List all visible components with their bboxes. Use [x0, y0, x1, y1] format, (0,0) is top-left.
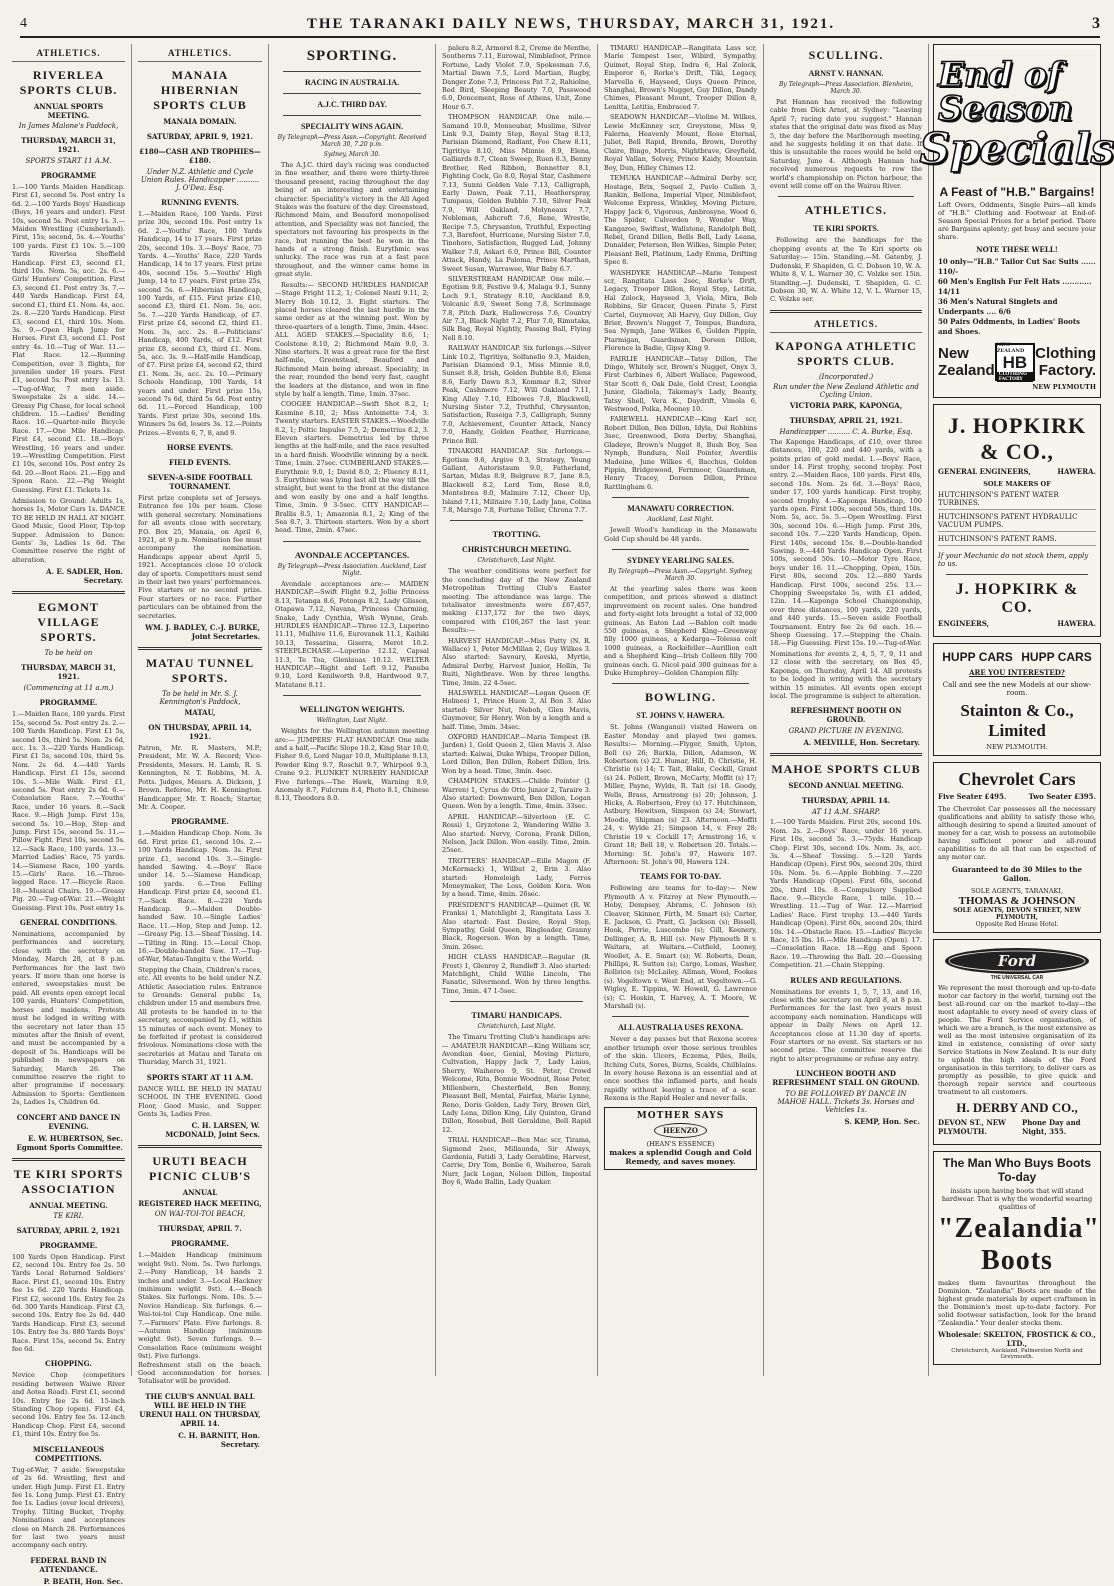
club-subtitle-2: REGISTERED HACK MEETING, — [138, 1199, 262, 1209]
club-subtitle: ANNUAL MEETING. — [29, 1200, 108, 1210]
paragraph: FAREWELL HANDICAP.—King Karl scr, Robert Dillon, Ben Dillon, Idyla, Del Robbins 3sec, Greenwood, Dora Derby, Shanghai, Gladeye, Brown's Nugget 8, Bush Boy, Sea Nymph, Bundura, Neil Pointer, Averdiis Madeine, June Wilkes 6, Bacchus, Golden Pippin, Bridgewood, Fernmoor, Guardsman, Henry Tracey, Doreen Dillon, Prince Rattlingham 6. — [604, 415, 757, 491]
signature: S. KEMP, Hon. Sec. — [844, 1117, 920, 1127]
club-date: THURSDAY, APRIL 21, 1921. — [789, 415, 903, 425]
club-venue: MANAIA DOMAIN. — [163, 117, 237, 126]
club-title-matau: MATAU TUNNEL SPORTS. — [145, 656, 255, 686]
signature: C. H. LARSEN, W. MCDONALD, Joint Secs. — [165, 1121, 260, 1140]
rules-text: Nominations for events 1, 5, 7, 13, and 16, close with the secretary on April 8, at 8 p.m. Performances for the last two years must accompany each nomination. Handicaps will appear in Daily News on April 12. Acceptances close at 11.30 day of sports. Four starters or no event. Six starters or no second prize. The committee reserve the right to alter programme or refuse any entry. — [770, 987, 922, 1063]
bargain-item: 36 Men's Natural Singlets and Underpants .... 6/6 — [938, 297, 1058, 316]
paragraph: TRIAL HANDICAP.—Ben Mac scr, Tirama, Sigmond 2sec, Millaunda, Sir Always, Gardenia, Fatidi 3, Lady Geraldine, Harvest, Carrie, Dry Tom, Bonlie 6, Waiheroo, Sarah Nurr, Jack Logan, Nelson Dillon, Impostal Boy 6, Wade Ballin, Lady Quaker. — [442, 1136, 591, 1187]
divider — [12, 591, 125, 594]
ford-tagline: THE UNIVERSAL CAR — [990, 975, 1044, 981]
divider — [612, 549, 749, 550]
advert-heading: A Feast of "H.B." Bargains! — [939, 185, 1095, 199]
programme-text: 1.—Maiden Handicap (minimum weight 9st). Nom. 5s. Two furlongs. 2.—Pony Handicap, 14 hands 2 inches and under. 3.—Local Hackney (minimum weight 9st). 4.—Beach Stakes. Six furlongs. Nom. 10s. 5.—Novice Handicap. Six furlongs. 6.—Wai-toi-toi Cup Handicap. One mile. 7.—Farmers' Plate. Five furlongs. 8.—Autumn Handicap (minimum weight 9st). Seven furlongs. 9.—Consolation Race (minimum weight 9st). Five furlongs. — [138, 1251, 262, 1361]
dealer-name: THOMAS & JOHNSON — [958, 895, 1076, 907]
divider — [283, 541, 421, 542]
club-title-mahoe: MAHOE SPORTS CLUB — [771, 762, 921, 777]
band-note: FEDERAL BAND IN ATTENDANCE. — [30, 1555, 107, 1574]
signature: P. BEATH, Hon. Sec. — [43, 1576, 123, 1586]
divider — [612, 497, 749, 498]
divider — [283, 115, 421, 116]
divider — [770, 753, 922, 756]
club-title-riverlea: RIVERLEA SPORTS CLUB. — [19, 68, 118, 97]
product-line: HUTCHINSON'S PATENT HYDRAULIC VACUUM PUMPS. — [938, 513, 1096, 532]
word-clothing: Clothing — [1035, 345, 1096, 362]
programme-heading: PROGRAMME. — [39, 1240, 98, 1250]
price-five-seater: Five Seater £495. — [938, 792, 1007, 801]
banner-line-2: Specials — [919, 124, 1114, 173]
article-heading-bowling: BOWLING. — [644, 690, 716, 705]
paragraph: HALSWELL HANDICAP.—Logan Queen (F. Holmes) 1, Prince Huon 2, Al Bon 3. Also started: Silver Nut, Neboh, Glen Mavis, Guymover, Sir Henry. Won by a length and a half. Time, 3min. 34sec. — [442, 689, 591, 731]
club-date: SATURDAY, APRIL 2, 1921 — [16, 1225, 121, 1235]
club-subtitle: ANNUAL — [182, 1188, 218, 1198]
divider — [138, 647, 262, 650]
advert-heading: The Man Who Buys Boots To-day — [943, 1156, 1091, 1184]
club-subtitle: ANNUAL SPORTS MEETING. — [33, 102, 104, 120]
paragraph: OXFORD HANDICAP.—Maria Tempest (B. Jarden) 1, Gold Queen 2, Glen Mavis 3. Also started: Kaiwai, Duke Whips, Trooper Dillon, Lord Dillon, Ben Dillon, Robert Dillon, Iris. Won by a head. Time, 3min. 4sec. — [442, 733, 591, 775]
section-heading: ATHLETICS. — [770, 319, 922, 333]
telegraph-credit: Auckland, Last Night. — [647, 516, 714, 524]
paragraph: Following are the handicaps for the chopping events at the Te Kiri sports on Saturday:— 15in. Standing.—M. Gatenby, J. Dudenski, F. Shapiden, G. C. Dobson 10, W. A. White 8, V. L. Warner 30, C. Volzke ser. 15in. Standing.—J. Dudenski, T. Shapiden, G. C. Dobson 30, W. A. White 12, V. L. Warner 15, C. Volzke ser. — [770, 236, 922, 304]
newspaper-title: THE TARANAKI DAILY NEWS, THURSDAY, MARCH 31, 1921. — [306, 15, 836, 32]
club-title-manaia: MANAIA HIBERNIAN SPORTS CLUB — [153, 68, 247, 112]
field-heading: FIELD EVENTS. — [169, 457, 231, 467]
column-5 — [598, 44, 764, 1376]
paragraph: St. Johns (Wanganui) visited Hawera on Easter Monday and played two games. Results:— Morning.—Flyger, Smith, Upton, Bell (s) 26; Barkla, Dillon, Adamson, W. Robertson (s) 22. Humar, Hill, D. Christie, H. Christie (s) 14; T. Tait, Blake, Cockill, Grant (s) 24. Pollett, Brown, McCarty, Moffit (s) 17; Miller, Payne, Wylds, R. Tait (s) 18. Goody, Wells, Brass, Armstrong (s) 20; Johnson, J. Hicks, A. Robertson, Frey (s) 17. Hutchinson, Astbury, Hewitson, Simpson (s) 24; Stewart, Moodie, Shipman (s) 23. Afternoon.—Moffit 24, v. Wylde 21; Simpson 14, v. Frey 28; Christie 19 v. Cockill 17; Armstrong 16, v. Grant 18; Bell 18, v. Robertson 20. Totals.—Morning: St. John's 97, Hawera 107. Afternoon: St. John's 90, Hawera 124. — [604, 723, 757, 866]
divider — [283, 695, 421, 696]
article-heading-athletics: ATHLETICS. — [804, 203, 888, 218]
paragraph: Pat Hannan has received the following cable from Dick Arnst, at Sydney: "Leaving April 7; racing date you suggest." Hannan states that the original date was fixed as May 5, the day before the Marlborough meeting, and he suggests holding it on that date. If this is unsuitable the races would be held on Saturday, June 4. Although Hannan has received numerous requests to row the world's championship on Picton harbour, the event will come off on the Wairau River. — [770, 98, 922, 191]
article-text — [770, 98, 922, 190]
divider — [138, 1145, 262, 1148]
guarantee: Guaranteed to do 30 Miles to the Gallon. — [952, 865, 1082, 883]
price-two-seater: Two Seater £395. — [1028, 792, 1096, 801]
club-rules: Under N.Z. Athletic and Cycle Union Rules. Handicapper .......... J. O'Dea, Esq. — [140, 168, 260, 192]
bargain-item: 10 only—"H.B." Tailor Cut Sac Suits ...... 110/- — [938, 257, 1096, 276]
paragraph: The Timaru Trotting Club's handicaps are:— AMATEUR HANDICAP.—King William scr, Avondian 4sec, Genial, Moving Picture, Cultvation, Happy Jack 7, Lady Laius, Sherry, Waiheroo 9, St. Peter, Crowd Welcome, Rita, Bonnie Woodnut, Rose Peter, Millenbern, Chesterfield, Ben Bonny, Pleasant Bell, Mental, Fairfax, Marie Lynne, Reno, Doris Golden, Lady Tory, Brown Girl, Lady Lena, Dillon King, Lily Quinton, Grand Dillon, Rosebud, Bell Geraldine, Bell Rapid 12. — [442, 1033, 591, 1134]
paragraph: APRIL HANDICAP.—Silverloon (E. C. Rossi) 1, Gryzotone 2, Wandering Willie 3. Also started: Nervy, Corona, Frank Dillon, Nelson, Jack Dillon. Won easily. Time, 2min. 25sec. — [442, 812, 591, 855]
masthead-left-mark: 4 — [20, 16, 27, 31]
paragraph: THOMPSON HANDICAP. One mile.—Samand 10.0, Monsoubar, Muslime, Silver Link 9.3, Dainty Step, Royal Stag 8.13, Parisian Diamond, Radiant, Foo Chew 8.11, Tigritiya 8.10, Miss Minnie 8.9, Elena, Galliards 8.7, Clean Sweep, Ruen 8.3, Benny Brother, Red Ribbon, Bonnetter 8.1, Fighting Cock, Go 8.0, Royal Star, Cashmere 7.13, Sunni Golden Vale 7.13, Calligraph, Early Dawn, Peak 7.11, Heatherspray, Tumpaus, Golden Bubble 7.10, Silver Peak 7.9, Will Oakland, Molyneaux 7.7, Nobleman, Ashcroft 7.6, Rene, Wrestle, Recipe 7.5, Chrysanton, Truthful, Expecting 7.3, Barefoot, Hurricane, Nursing Sister 7.0, Tinohoro, Satisfaction, Rugged Lad, Johnny Walker 7.0, Askari 6.0, Prince Bill, Counter Attack, Handy, La Paloma, Prince Marthan, Sweet Susan, Warrawee, War Baby 6.7. — [442, 113, 591, 273]
section-heading: ATHLETICS. — [12, 48, 125, 62]
paragraph: The A.J.C. third day's racing was conducted in fine weather, and there were thirty-three thousand present, racing throughout the day being of an interesting and entertaining character. Speciality's victory in the All Aged Stakes was the feature of the day. Greenstead, Richmond Main, and Beauford monopolised attention, and Speciality was not fancied, the spectators not favouring his prospects in the race, but running the best he won in the hands of a strong finish. Eurythmic was unlucky. The race was run at a fast pace throughout, and the winner came home in great style. — [275, 161, 429, 279]
divider — [283, 93, 421, 94]
telegraph-credit: By Telegraph—Press Association. Auckland, Last Night. — [277, 562, 427, 577]
notice-text: Admission to Ground: Adults 1s, horses 1s, Motor Cars 1s. DANCE TO BE HELD IN HALL AT NIGHT. Good Music, Good Floor, Tip-top Supper. Admission to Dance: Gents' 3s, Ladies 1s 6d. The Committee reserve the right of alteration. — [12, 497, 125, 564]
firm-town: HAWERA. — [1057, 467, 1096, 476]
divider — [612, 1016, 749, 1017]
dealer-name: H. DERBY AND CO., — [956, 1100, 1078, 1115]
column-1 — [6, 44, 132, 1586]
article-heading-sculling: SCULLING. — [808, 48, 884, 62]
paragraph: Jewell Wood's handicap in the Manawatu Gold Cup should be 48 yards. — [604, 526, 757, 543]
rules-text: Nominations for events 2, 4, 5, 7, 9, 11 and 12 close with the secretary, on Box 45, Kaponga, on Thursday, April 14. All protests to be lodged in writing with the secretary within 15 minutes. All events open except local. The programme is subject to alteration. — [770, 649, 922, 700]
firm-town: HAWERA. — [1057, 619, 1096, 628]
logo-text-top: NEW ZEALAND — [996, 342, 1025, 354]
paragraph: TEMUKA HANDICAP.—Admiral Derby scr, Hostage, Brix, Sequel 2, Pavlo Cullen 3, Rankin, Bellona, Imperial Viper, Nimblefoot, Welcome Express, Winkley, Moving Picture, Happy Jack 6, Vigorous, Ambrosyne, Wood 6, The Spider, Culverden 9, Wonder Way, Kangaroo, Swiftest, Wallstone, Randolph Bell, Rebel, Grand Dillon, Bells Bell, Lady Leana, Dunalder, Peterson, Ben Wilkes, Simple Peter, Pleasant Bell, Platinum, Lady Emma, Drifting Spec 8. — [604, 174, 757, 267]
column-3 — [269, 44, 436, 1376]
paragraph: TIMARU HANDICAP.—Rangitata Lass scr, Marie Tempest 1sec, Wibird, Sympathy, Quimet, Royal Step, Indra 6, Hal Zolock, Emperor 6, Rorke's Drift, Tiki, Legacy, Marvella 6, Hayseed, Guys Queen Prince, Shanghai, Brown's Nugget, Guy Dillon, Dandy Chimes, Pleasant Mount, Trooper Dillon 8, Lenitta, Letitia, Embraced 7. — [604, 44, 757, 111]
logo-text-hb: HB — [1002, 353, 1028, 372]
divider — [450, 1001, 583, 1002]
page-number: 3 — [1092, 15, 1100, 32]
advert-title: MOTHER SAYS — [636, 1110, 725, 1121]
divider — [946, 574, 1088, 575]
advert-text: makes a splendid Cough and Cold Remedy, and saves money. — [609, 1147, 752, 1166]
article-heading: SYDNEY YEARLING SALES. — [627, 555, 734, 565]
logo-text-bottom: CLOTHING FACTORY — [997, 372, 1033, 382]
programme-text: 1.—Maiden Race, 100 yards. First 15s, second 5s. Post entry 2s. 2.—100 Yards Handicap. First £1 5s, second 10s, third 5s. Nom. 2s 6d, acc. 1s. 3.—220 Yards Handicap. First £1 5s, second 10s, third 5s. Nom. 2s 6d. 4.—440 Yards Handicap. First £1 15s, second 10s. 5.—Mile Walk. First £1, second 5s. Post entry 2s 6d. 6.—Consolation Race. 7.—Youths' Race, under 16 years. 8.—Sack Race. 9.—High Jump. First 15s, second 5s. 10.—Hop, Step and Jump. First 15s, second 5s. 11.—Pillow Fight. First 10s, second 5s. 12.—Sack Race, 100 yards. 13.—Married Ladies' Race, 75 yards. 14.—Siamese Race, 100 yards. 15.—Girls' Race. 16.—Three-legged Race. 17.—Bicycle Race. 18.—Musical Chairs. 19.—Greasy Pig. 20.—Tug-of-War. 21.—Weight Guessing. First 10s. Post entry 1s. — [12, 710, 125, 912]
article-text — [604, 1035, 757, 1102]
club-date: SATURDAY, APRIL 9, 1921. — [146, 132, 254, 141]
club-date: THURSDAY, APRIL 7. — [158, 1224, 242, 1234]
article-text — [604, 44, 757, 491]
club-subtitle: To be held in Mr. S. J. Kennington's Paddock, — [159, 690, 241, 707]
paragraph: RAILWAY HANDICAP. Six furlongs.—Silver Link 10.2, Tigritiya, Solfanello 9.3, Maiden, Parisian Diamond 9.1, Miss Minnie 8.0, Sunset 8.8, Irish, Golden Bubble 8.6, Elena 8.6, Early Dawn 8.3, Kommar 8.2, Silver Peak, Cashmere 7.12, Will Oakland 7.11, King Alley 7.10, Elbowes 7.8, Blackwell, Nursing Sister 7.2, Truthful, Chrysanton, Satisfaction, Ruseiga 7.3, Calligraph, Sunny 7.0, Achievement, Counter Attack, Nancy 7.0, Handy, Golden Feather, Hurricane, Prince Bill. — [442, 344, 591, 445]
signature: A. E. SADLER, Hon. Secretary. — [46, 567, 123, 586]
article-heading: TEAMS FOR TO-DAY. — [639, 872, 722, 882]
evening-note: GRAND PICTURE IN EVENING. — [788, 727, 904, 736]
zealandia-boots-advert — [933, 1151, 1101, 1365]
paragraph: Results:— SECOND HURDLES HANDICAP.—Stage Fright 11.2, 1; Colonel Nesti 9.11, 2; Merry Bob 10.12, 3. Eight starters. The placed horses cleared the last hurdle in the same order as at the winning post. Won by three-quarters of a length. Time, 3min. 44sec. ALL AGED STAKES.—Speciality 8.6, 1; Coolstone 8.10, 2; Richmond Main 9.0, 3. Nine starters. It was a great race for the first half-mile, Greenstead, Beauford and Richmond Main being abreast. Speciality, in the rear, rounded the bend very fast, caught the leaders at the distance, and won in fine style by half a length. Time, 1min. 37sec. — [275, 280, 429, 398]
telegraph-credit: By Telegraph—Press Assn.—Copyright. Sydney, March 30. — [608, 567, 753, 582]
club-date: THURSDAY, MARCH 31, 1921. — [21, 663, 116, 682]
column-6 — [764, 44, 929, 1376]
advert-text-2: makes them favourites throughout the Dominion. "Zealandia" Boots are made of the highest grade materials by expert craftsmen in the Dominion's most up-to-date factory. For solid footwear satisfaction, look for the brand "Zealandia." Your dealer stocks them. — [938, 1279, 1096, 1327]
club-date: THURSDAY, MARCH 31, 1921. — [21, 136, 116, 154]
paragraph: SEADOWN HANDICAP.—Violine M. Wilkes, Lewie McKinney scr, Greystone, Miss 9, Falerna, Heavenly Mount, Rose Eternal, Juliet, Bell Rapid, Brenda, Brown, Dorothy Claire, Bingo, Morris, Nightbrave, Greyfield, Royal Vallan, Solvey, Prince Kaidy, Mountain Boy, Dun, Hilley Chimes 12. — [604, 113, 757, 172]
hupp-cars-advert — [933, 643, 1101, 756]
start-note: SPORTS START AT 11 A.M. — [146, 1072, 254, 1082]
divider — [612, 683, 749, 684]
dance-note: TO BE FOLLOWED BY DANCE IN MAHOE HALL. Tickets 3s. Horses and Vehicles 1s. — [777, 1090, 915, 1115]
dance-text: DANCE WILL BE HELD IN MATAU SCHOOL IN THE EVENING. Good Floor, Good Music, and Supper. Gents 3s, Ladies Free. — [138, 1084, 262, 1118]
football-text: First prize complete set of Jerseys. Entrance fee 10s per team. Close with general secretary. Nominations for all events close with secretary, P.O. Box 25, Manaia, on April 6, 1921, at 9 p.m. Nomination fee must accompany the nomination. Handicaps appear about April 5, 1921. Acceptances close 10 o'clock day of sports. Competitors must send in their last two years' performances. Five starters or no second prize. Four starters or no race. Further particulars can be obtained from the secretaries. — [138, 493, 262, 620]
column-4 — [436, 44, 598, 1376]
patrons-text: Patron, Mr. R. Masters, M.P.; President, Mr. W. A. Record; Vice-Presidents, Messrs. H. Lamb, R. S. Kennington, N. T. Robbins, M. A. Potts. Judges, Messrs. A. Dickson, J. Brown. Referee, Mr. H. Kennington. Handicapper, Mr. T. Roach; Starter, Mr. A. Cooper. — [138, 744, 262, 811]
paragraph: Never a day passes but that Rexona scores another triumph over those serious troubles of the skin. Ulcers, Eczema, Piles, Boils, Itching Cuts, Sores, Burns, Scalds, Chilblains. In every house Rexona is an essential and at once soothes the inflamed parts, and heals rapidly without leaving a trace of a scar. Rexona is the Rapid Healer and never fails. — [604, 1035, 757, 1103]
advert-firm-name: J. HOPKIRK & CO., — [947, 413, 1087, 464]
firm-trade: ENGINEERS, — [938, 619, 990, 628]
paragraph: COOGEE HANDICAP.—Swift Shot 8.2, 1; Kasmine 8.10, 2; Miss Antoinette 7.4, 3. Twenty starters. EASTER STAKES.—Woodville 8.2, 1; Poltic Impulse 7.5, 2; Demetrius 8.2, 3. Eleven starters. Demetrius led by three lengths at the half-mile, and the race resulted in a hard finish. Woodville winning by a neck. Time, 1min. 27sec. CUMBERLAND STAKES.—Eurythmic 9.0, 1; David 8.0, 2; Fluency 8.11, 3. Eurythmic was lying last all the way till the straight, but went to the front at the distance and won easily by one and a half lengths. Time, 3min. 9 3-5sec. CITY HANDICAP.—Brallis 8.5, 1; Amazonia 8.1, 2; King of the Sea 8.7, 3. Thirteen starters. Won by a short head. Time, 2min. 47sec. — [275, 400, 429, 535]
advert-text: insists upon having boots that will stand hardwear. That is why the wonderful wearing qualities of — [941, 1187, 1093, 1211]
paragraph: HIGH CLASS HANDICAP.—Regular (R. Frost) 1, Glenroy 2, Rundleff 3. Also started: Matchlight, Child Willie Lincoln, The Fanatic, Silvermond. Won by three lengths. Time, 3min. 47 1-5sec. — [442, 953, 591, 995]
cash-prizes: £180—CASH AND TROPHIES—£180. — [139, 147, 261, 165]
article-heading: ALL AUSTRALIA USES REXONA. — [618, 1023, 743, 1033]
club-start: SPORTS START 11 A.M. — [25, 157, 112, 165]
paragraph: SILVERSTREAM HANDICAP. One mile.—Egotism 9.8, Festive 9.4, Malaga 9.1, Sunny Loch 9.1, Strategy 8.10, Auckland 8.9, Volcanic 8.9, Sweet Song 7.8, Scrimmage 7.8, Pitch Dark, Hallowcross 7.6, Country Air 7.3, Black Night 7.2, Flur 7.0, Rimutaka, Silk Bag, Royal Nightly, Passing Ball, Flying Nell 8.10. — [442, 274, 591, 342]
paragraph: TROTTERS' HANDICAP.—Eille Magon (F. McKormack) 1, Wilbut 2, Erin 3. Also started: Homeleigh Lady, Ferros Moneymaker, The Loss, Golden Kora. Won by a head. Time, 4min. 26sec. — [442, 856, 591, 899]
heenzo-advert — [604, 1107, 757, 1170]
article-subheading: RACING IN AUSTRALIA. — [304, 78, 399, 87]
club-title-uruti: URUTI BEACH PICNIC CLUB'S — [148, 1154, 251, 1184]
programme-heading: PROGRAMME. — [171, 817, 229, 827]
article-heading-sporting: SPORTING. — [306, 48, 398, 64]
telegraph-credit: By Telegraph—Press Association. Blenheim, March 30. — [778, 81, 914, 95]
word-zealand: Zealand — [938, 362, 995, 379]
ford-logo — [938, 946, 1096, 980]
rules-heading: RULES AND REGULATIONS. — [790, 975, 902, 985]
dealer-name: Stainton & Co., Limited — [960, 701, 1074, 740]
factory-name-left — [938, 345, 995, 379]
wholesaler: Wholesale: SKELTON, FROSTICK & CO., LTD., — [938, 1330, 1096, 1348]
product-line: HUTCHINSON'S PATENT WATER TURBINES. — [938, 491, 1096, 510]
paragraph: Following are teams for to-day:— New Plymouth A v. Fitzroy at New Plymouth.—Hoby, Dempsey, Abrams, C. Johnson (s); Cleaver, Skinner, Firth, M. Smart (s); Carter, E. Jackson, G. Pratt, G. Jackson (s); Bissell, Hook, Perrie, Luscombe (s); Gill, Keenery, Dellinger, A. R. Hill (s). New Plymouth B v. Waitara, at Waitara.—Cutfield, Looney, Woollet, A. E. Smart (s); W. Roberts, Dean, Phillips, R. Sutton (s); Cargo, Lomas, Washer, Rollston (s); McLailey, Allman, Wood, Fookes (s). Vogeltown v. West End, at Vogeltown.—G. Wigley, E. Tippins, W. Howell, G. Lawrence (s); C. Hoskin, T. Harvey, A. T. Moore, W. Marshall (s). — [604, 884, 757, 1010]
signature: E. W. HUBERTSON, Sec. Egmont Sports Committee. — [16, 1133, 123, 1152]
advert-address: NEW PLYMOUTH — [1032, 383, 1096, 391]
handicapper: Handicapper .......... C. A. Burke, Esq. — [779, 427, 913, 436]
club-start: (Commencing at 11 a.m.) — [23, 684, 114, 693]
programme-heading: PROGRAMME. — [171, 1239, 229, 1249]
article-heading: MANAWATU CORRECTION. — [627, 504, 734, 514]
notes-text: Refreshment stall on the beach. Good accommodation for horses. Totalisator will be provided. — [138, 1360, 262, 1386]
article-subheading: SPECIALITY WINS AGAIN. — [300, 122, 404, 131]
divider — [12, 1158, 125, 1161]
article-text — [275, 161, 429, 535]
paragraph: FAIRLIE HANDICAP.—Tatsy Dillon, The Dingo, Whitely scr, Brown's Nugget, Onyx 3, First Carbines 6, Albert Wallace, Pagewood, Star Scott 6, Oak Dale, Gold Crest, Loongia Junior, Gladiola, Takemay's Lady, Beauty, Tatsy Shell, Vera K., Daydrift, Vimola 6, Westwood, Polka, Mooney 10. — [604, 354, 757, 414]
concert-note: CONCERT AND DANCE IN EVENING. — [16, 1112, 121, 1131]
advert-heading: Chevrolet Cars — [958, 769, 1076, 789]
hb-clothing-advert — [919, 44, 1114, 398]
running-text: 1.—Maiden Race, 100 Yards. First prize 30s, second 10s. Post entry 1s 6d. 2.—Youths' Race, 100 Yards Handicap, 14 to 17 years. First prize 20s, second 10s. 3.—Boys' Race, 75 Yards. 4.—Youths' Race, 220 Yards Handicap, 14 to 17 years. First prize 40s, second 15s. 5.—Youths' High Jump, 14 to 17 years. First prize 25s, second 5s. 6.—Hibernian Handicap, 100 Yards, of £15. First prize £10, second £3, third £1. Nom. 5s, acc. 5s. 7.—220 Yards Handicap, of £7. First prize £4, second £2, third £1. Nom. 3s, acc. 2s. 8.—Politicians' Handicap, 400 Yards, of £12. First prize £8, second £3, third £1. Nom. 5s, acc. 3s. 9.—Half-mile Handicap, of £7. First prize £4, second £2, third £1. Nom. 3s, acc. 2s. 10.—Primary Schools Handicap, 100 Yards, 14 years and under. First prize 15s, second 7s 6d, third 5s 6d. Post entry 6d. 11.—Forced Handicap, 100 Yards. First prize 30s, second 10s. Winners 5s 6d, losers 3s. 12.—Points Prizes.—Events 6, 7, 8, and 9. — [138, 210, 262, 437]
brand-name: "Zealandia" Boots — [938, 1213, 1100, 1276]
advert-text: Left Overs, Oddments, Single Pairs—all kinds of "H.B." Clothing and Footwear at End-of-Season Special Prices for a brief period. There are Bargains aplenty; get busy and secure your share. — [938, 201, 1096, 241]
dealer-address-2: Opposite Red House Hotel. — [975, 921, 1059, 928]
advert-subtitle: (HEAN'S ESSENCE) — [646, 1139, 715, 1148]
conditions-text: Nominations, accompanied by performances and secretary, close with the secretary on Monday, March 28, at 8 p.m. Performances for the last two years. If more than one horse is entered, sweepstakes must be paid. All events open except local 100 yards, Hunters' Competition, horses and maidens. Protests must be lodged in writing with the secretary not later than 15 minutes after the finish of event, and must be accompanied by a deposit of 5s. Handicaps will be published in newspapers on Saturday, March 26. The committee reserve the right to alter programme if necessary. Admission to Sports: Gentlemen 2s, Ladies 1s, Children 6d. — [12, 930, 125, 1107]
hopkirk-advert — [933, 404, 1101, 637]
article-text — [275, 580, 429, 689]
advert-firm-name: J. HOPKIRK & CO. — [955, 581, 1079, 616]
paragraph: Weights for the Wellington autumn meeting are:— JUMPERS' FLAT HANDICAP. One mile and a half.—Pacific Slope 10.2, King Star 10.0, Fisher 9.6, Lord Nagar 10.0, Multiplane 9.13, Powder King 9.7, Roschil 9.7, Whirpool 9.3, Crane 9.2. PLUNKET NURSERY HANDICAP. Five furlongs.—The Hawk, Warning 8.9, Anomaly 8.7, Fulcrum 8.4, Photo 8.1, Chinese 8.13, Theodora 8.0. — [275, 727, 429, 803]
note-heading: NOTE THESE WELL! — [976, 245, 1058, 254]
advert-note: If your Mechanic do not stock them, apply to us. — [938, 552, 1089, 568]
misc-heading: MISCELLANEOUS COMPETITIONS. — [32, 1444, 105, 1463]
product-line: HUTCHINSON'S PATENT RAMS. — [938, 535, 1096, 546]
chopping-heading: CHOPPING. — [45, 1359, 92, 1369]
signature: WM. J. BADLEY, C.-J. BURKE, Joint Secretaries. — [145, 623, 260, 642]
dealer-address: NEW PLYMOUTH. — [986, 743, 1048, 751]
football-heading: SEVEN-A-SIDE FOOTBALL TOURNAMENT. — [147, 472, 253, 491]
signature: C. H. BARNITT, Hon. Secretary. — [178, 1430, 260, 1449]
ford-logo-icon — [942, 946, 1092, 980]
programme-text: 1.—100 Yards Maiden. First 20s, second 10s. Nom. 2s. 2.—Boys' Race, under 16 years. First 10s, second 5s. 3.—75yds. Handicap Chop. First 30s, second 10s. Nom. 3s, acc. 3s. 4.—Sheaf Tossing. 5.—120 Yards Handicap (Open). First 90s, second 20s, third 10s. Nom. 5s. 6.—Apple Bobbing. 7.—220 Yards Handicap (Open). First 60s, second 20s, third 10s. 8.—Compulsory Supplied Race. 9.—Bicycle Race, 1 mile. 10.—Wrestling. 11.—Tug of War. 12.—Married Ladies' Race. First trophy. 13.—440 Yards Handicap (Open). First 60s, second 20s, third 10s. 14.—Obstacle Race. 15.—Ladies' Bicycle Race, 15 lbs. 16.—Mile Handicap (Open). 17.—Consolation Race. 18.—Egg and Spoon Race. 19.—Throwing the Ball. 20.—Guessing Competition. 21.—Chain Stepping. — [770, 818, 922, 970]
word-new: New — [938, 345, 969, 362]
firm-trade: GENERAL ENGINEERS, — [938, 467, 1031, 476]
hupp-right: HUPP CARS — [1021, 650, 1092, 664]
rules-text: Stepping the Chain, Children's races, etc. All events to be held under N.Z. Athletic Association rules. Entrance to Grounds: General public 1s, children under 15 and members free. All protests to be handed in to the secretary, accompanied by £1, within 15 minutes of each event. Money to be forfeited if protest is considered frivolous. Nominations close with the secretaries at Matau and Tarata on Thursday, March 31, 1921. — [138, 965, 262, 1067]
article-text — [604, 723, 757, 866]
programme-heading: PROGRAMME. — [39, 698, 98, 708]
bargain-item: 60 Men's English Fur Felt Hats ............ 14/11 — [938, 277, 1092, 296]
divider — [450, 520, 583, 521]
article-subheading: CHRISTCHURCH MEETING. — [462, 545, 571, 555]
article-text — [604, 526, 757, 543]
article-subheading: ARNST V. HANNAN. — [808, 69, 884, 78]
telegraph-credit: By Telegraph—Press Assn.—Copyright. Received March 30, 7.20 p.m. — [277, 134, 427, 148]
advert-subtitle-row — [938, 467, 1096, 476]
section-heading: ATHLETICS. — [138, 48, 262, 62]
article-subheading: TE KIRI SPORTS. — [813, 224, 879, 234]
article-text — [442, 567, 591, 995]
ford-advert — [933, 939, 1101, 1145]
column-2 — [132, 44, 269, 1449]
article-subheading: A.J.C. THIRD DAY. — [317, 100, 387, 109]
article-heading: TROTTING. — [492, 529, 541, 540]
chevrolet-advert — [933, 762, 1101, 933]
agents-heading: SOLE AGENTS, TARANAKI, — [970, 887, 1064, 895]
advert-text: We represent the most thorough and up-to-date motor car factory in the world, turning out the best all-round car on the market to-day—the most adaptable to every need of every class of people. The Ford Service organisation, of which we are a branch, is the most extensive as well as the most intensive organisation of its kind in existence, consisting of over sixty Service Stations in New Zealand. It is our duty to uphold the high ideals of the Ford organisation in this territory, to deliver cars as promptly as possible, to give quick and thorough repair service and courteous treatment to all customers. — [938, 984, 1096, 1096]
hupp-heading — [938, 650, 1096, 664]
paragraph: Avondale acceptances are:— MAIDEN HANDICAP.—Swift Flight 9.2, Jollie Princess 8.13, Tetanga 8.6, Potonga 8.2, Lady Glisson, Otapawa 7.12, Navana, Princess Charming, Snake, Lady Cynthia, Wish Wynne, Grab. HURDLES HANDICAP.—Three 12.3, Luperino 11.11, Mulhive 11.6, Eurovanek 11.1, Kaihiki 10.13, Tessarina, Giserra, Merot 10.2. STEEPLECHASE.—Luperino 12.12, Capsal 11.3, Te Toa, Glenlauas 10.12. WELTER HANDICAP.—Right and Left 9.12, Panuba 9.10, Lord Kenilworth 9.8, Hardwood 9.7, Matatane 8.11. — [275, 579, 429, 689]
running-heading: RUNNING EVENTS. — [161, 198, 239, 207]
nz-clothing-factory-row — [938, 343, 1096, 381]
paragraph: palera 8.2, Armorel 8.2, Creme de Menthe, Southerns 7.11, Eurowal, Nimblefoot, Prince Fortune, Lady Violet 7.9, Spokesman 7.6, Martial Dawn 7.5, Lord Martian, Rugby, Danger Zone 7.3, Princess Pat 7.2, Rahiolne, Red Bird, Sleeping Beauty 7.0, Passwood 6.0, Doncement, Rose of Athens, Unit, Zone Hour 6.7. — [442, 44, 591, 111]
column-7-adverts — [919, 44, 1114, 1376]
article-text — [275, 727, 429, 803]
bargain-list — [938, 257, 1096, 337]
hupp-left: HUPP CARS — [942, 650, 1013, 664]
luncheon-note: LUNCHEON BOOTH AND REFRESHMENT STALL ON GROUND. — [772, 1069, 920, 1088]
ford-logo-text: Ford — [997, 952, 1037, 970]
dealer-address: DEVON ST., NEW PLYMOUTH. — [938, 1118, 1006, 1136]
dateline: Sydney, March 30. — [323, 151, 381, 158]
divider — [283, 71, 421, 72]
article-text — [770, 236, 922, 303]
club-title-kaponga: KAPONGA ATHLETIC SPORTS CLUB. — [775, 338, 917, 368]
horse-heading: HORSE EVENTS. — [166, 442, 234, 452]
article-subheading: ST. JOHNS V. HAWERA. — [636, 711, 725, 721]
club-date: THURSDAY, APRIL 14. — [801, 796, 891, 806]
misc-text: Tug-of-War, 7 aside. Sweepstake of 2s 6d. Wrestling, first and under. High Jump. First £1. Entry fee 1s. Long Jump. First £1. Entry fee 1s. Ladies (over local drivers), Trophy. Tilting Bucket, Trophy. Nominations and acceptances close on March 28. Performances for last two years must accompany each entry. — [12, 1465, 125, 1550]
paragraph: At the yearling sales there was keen competition, and prices showed a distinct improvement on recent sales. One hundred and forty-eight lots brought a total of 32,000 guineas. An Eaton Lad —Bablon colt made 550 guineas, a Shepherd King—Greenway filly 1000 guineas, a Kedarga—Tolessa colt 1000 guineas, a Rockefeller—Aurillion colt and a Shepherd King—Irish Colleen filly 700 guineas each. G. Nicol paid 300 guineas for a Duke Humphrey—Golden Champion filly. — [604, 584, 757, 677]
dealer-phone: Phone Day and Night, 355. — [1021, 1118, 1081, 1136]
club-subtitle: To be held on — [44, 649, 93, 658]
club-subtitle: (Incorporated.) — [818, 372, 874, 381]
paragraph: PRESIDENT'S HANDICAP.—Quimet (R. W. Franks) 1, Matchlight 2, Rangitata Lass 3. Also started: Fast Desire, Royal Step, Sympathy, Gold Queen, Ringleader, Granny Black, Rogerson. Won by a length. Time, 3min. 26sec. — [442, 900, 591, 951]
makers-heading: SOLE MAKERS OF — [983, 480, 1051, 488]
refreshment-note: REFRESHMENT BOOTH ON GROUND. — [790, 706, 902, 725]
advert-question: ARE YOU INTERESTED? — [969, 668, 1065, 677]
club-start: AT 11 A.M. SHARP. — [811, 808, 881, 817]
word-factory: Factory. — [1038, 362, 1096, 379]
telegraph-credit: Wellington, Last Night. — [316, 717, 388, 725]
heenzo-logo: HEENZO — [654, 1123, 707, 1138]
club-venue: MATAU, — [184, 708, 216, 718]
divider — [770, 310, 922, 313]
telegraph-credit: Christchurch, Last Night. — [477, 1023, 556, 1031]
ball-note: THE CLUB'S ANNUAL BALL WILL BE HELD IN THE URENUI HALL ON THURSDAY, APRIL 14. — [139, 1391, 261, 1428]
programme-text: 1.—100 Yards Maiden Handicap. First £1, second 5s. Post entry 1s 6d. 2.—100 Yards Boys' Handicap (Boys, 16 years and under). First 10s, second 5s. Post entry 1s. 3.—Maiden Wrestling (Cumberland). First, 15s; second, 5s. 4.—Youths' 100 yards. First £1 10s. 5.—100 Yards Riverlea Sheffield Handicap. First £3, second £1, third 10s. Nom. 5s, acc. 2s. 6.—Girls' Hunters' Competition. First £3, second £1. Post entry 3s. 7.—440 Yards Handicap. First £4, second £1, third £1. Nom. 4s, acc. 2s. 8.—220 Yards Handicap. First £3, second £1, third 10s. Nom. 3s. 9.—Open High Jump for Horses. First £3, second £1. Post entry 4s. 10.—Tug of War. 11.—Flat Race. 12.—Running Competition, over 3 flights, for juveniles under 16 years. First £1, second 5s. Post entry 1s. 13.—Tug-of-War, 7 men aside. Sweepstake 2s a side. 14.—Greasy Pig Chase, for local school children. 15.—Ladies' Bending Race. 16.—Quarter-mile Bicycle Race. 17.—One Mile Handicap. First £4, second £1. 18.—Boys' Wrestling, 16 years and under. 19.—Wrestling Competition. First £1 10s, second 10s. Post entry 2s 6d. 20.—Boot Race. 21.—Egg and Spoon Race. 22.—Pig Weight Guessing. First £1. Tickets 1s. — [12, 183, 125, 494]
advert-subtitle-row — [938, 619, 1096, 628]
club-title-te-kiri: TE KIRI SPORTS ASSOCIATION — [13, 1166, 124, 1196]
programme-text: The Kaponga Handicaps, of £10, over three distances, 100, 220 and 440 yards, with a points prize of gold medal. 1.—Boys' Race, under 14. First trophy, second trophy. Post entry. 2.—Maiden Race, 100 yards. First 40s, second 10s. Nom. 2s 6d. 3.—Boys' Race, under 17, 100 yards handicap. First trophy, second trophy. 4.—Kaponga Handicap, 100 yards open. First 100s, second 50s, third 10s. Nom. 5s, acc. 5s. 5.—Open Wrestling. First 30s, second 10s. 6.—High Jump. First 30s, second 10s. 7.—220 Yards Handicap, Open. First 140s, second 15s. 8.—Double-handed Sawing. 9.—440 Yards Handicap Open. First 100s, second 50s. 10.—Motor Tyre Race, boys under 16. 11.—Chopping, Open, 15in. First 80s, second 20s. 12.—880 Yards Handicap. First 100s, second 25s. 13.—Chopping Sweepstake 5s, with £1 added, 12in. 14.—Kaponga School Championship, over three distances, 100 yards, 220 yards, and 440 yards. 15.—Seven aside Football Tournament. Entry fee 2s 6d each. 16.—Sheep Guessing. 17.—Stepping the Chain. 18.—Fig Guessing. First 15s. 19.—Tug-of-War. — [770, 437, 922, 648]
article-text — [604, 884, 757, 1010]
article-text — [604, 585, 757, 677]
club-venue: TE KIRI. — [53, 1211, 84, 1220]
wholesaler-cities: Christchurch, Auckland, Palmerston North and Greymouth. — [951, 1348, 1083, 1360]
programme-text: 1.—Maiden Handicap Chop. Nom. 3s 6d. First prize £1, second 10s. 2.—100 Yards Handicap. Nom. 3s. First prize £1, second 10s. 3.—Single-handed Sawing. 4.—Boys' Race under 14. 5.—Siamese Handicap, 100 yards. 6.—Tree Felling Handicap. First prize £4, second £1. 7.—Sack Race. 8.—220 Yards Handicap. 9.—Maiden Double-handed Saw. 10.—Single Ladies' Race. 11.—Hop, Step and Jump. 12.—Greasy Pig. 13.—Sheaf Tossing. 14.—Tilting in Ring. 15.—Local Chop. 16.—Double-handed Saw. 17.—Tug-of-War, Matau-Tangitu v. the World. — [138, 829, 262, 964]
paragraph: WASHDYKE HANDICAP.—Marie Tempest scr, Rangitata Lass 2sec, Rorke's Drift, Legacy, Trooper Dillon, Royal Step, Letitia, Hal Zolock, Hayseed 3, Viola, Mira, Bob Robbins, Sir Gracer, Queen Pirate 5, First Cartel, Guymover, Ali Harvy, Guy Dillon, Guy Brier, Brown's Nugget 7, Tempus, Bundura, Sea Nymph, Jane Wilkes 6, Golden Pippin, Ptarmigan, Guardsman, Doreen Dillon, Florence la Badie, Gipsy King 9. — [604, 268, 757, 353]
article-text — [442, 1033, 591, 1186]
programme-text: 100 Yards Open Handicap. First £2, second 10s. Entry fee 2s. 50 Yards Local Returned Soldiers' Race. First £1, second 10s. Entry fee 1s 6d. 220 Yards Handicap. First £2, second 10s. Entry fee 2s 6d. 300 Yards Handicap. First £3, second 10s. Entry fee 2s 6d. 440 Yards Handicap. First £3, second 10s. Entry fee 3s. 880 Yards Boys' Race. First 15s, second 5s. Entry fee 6d. — [12, 1252, 125, 1354]
banner-line-1: End of Season — [938, 55, 1073, 129]
paragraph: The weather conditions were perfect for the concluding day of the New Zealand Metropolitan Trotting Club's Easter meeting. The attendance was large. The totalisator investments were £67,457, making £137,172 for the two days, compared with £106,267 the last year. Results:— — [442, 567, 591, 635]
club-venue: VICTORIA PARK, KAPONGA, — [789, 400, 903, 410]
bargain-item: 50 Pairs Oddments, in Ladies' Boots and Shoes. — [938, 317, 1080, 336]
paragraph: CHAMPION STAKES.—Childe Pointer (J. Warren) 1, Cyrus de Otto Junior 2, Taraire 3. Also started: Downward, Ben Dillon, Logan Queen. Won by a length. Time, 4min. 33sec. — [442, 777, 591, 811]
factory-name-right — [1035, 345, 1096, 379]
conditions-heading: GENERAL CONDITIONS. — [19, 918, 118, 928]
article-heading: WELLINGTON WEIGHTS. — [299, 704, 405, 715]
price-row — [938, 792, 1096, 801]
advert-text: Call and see the new Models at our show-room. — [942, 681, 1092, 697]
article-heading: AVONDALE ACCEPTANCES. — [294, 549, 410, 560]
dealer-address: SOLE AGENTS, DEVON STREET, NEW PLYMOUTH, — [953, 907, 1081, 921]
divider — [778, 196, 914, 197]
masthead — [20, 12, 1100, 38]
club-date: ON THURSDAY, APRIL 14, 1921. — [148, 723, 252, 742]
telegraph-credit: Christchurch, Last Night. — [477, 557, 556, 565]
programme-heading: PROGRAMME — [40, 171, 97, 180]
paragraph: HARVEST HANDICAP.—Miss Patty (N. R. Wallace) 1, Peter McMillan 2, Guy Wilkes 3. Also started: Savoury, Kovski, Myrtle, Admiral Derby, Harvest Junior, Hollin, Te Ruiti, Nightbrave. Won by three lengths. Time, 3min. 22 4-5sec. — [442, 636, 591, 687]
paragraph: TINAKORI HANDICAP. Six furlongs.—Egotism 9.6, Argive 9.3, Strategy, Young Gallant, Autoristaum 9.0, Fatherland, Sartan, Midas 8.9, Belgrave 8.7, Jane 8.5, Blackwell 8.2, Lord Tom, Rose 8.0, Montebrea 8.0, Malmire 7.12, Cheer Up, Island 7.11, Militaire 7.10, Lady Jane, Colina 7.8, Marsgo 7.8, Fortune Teller, Chrona 7.7. — [442, 447, 591, 514]
club-title-egmont: EGMONT VILLAGE SPORTS. — [37, 600, 100, 645]
club-venue: ON WAI-TOI-TOI BEACH, — [154, 1210, 246, 1219]
signature: A. MELVILLE, Hon. Secretary. — [803, 738, 920, 748]
club-rules: Run under the New Zealand Athletic and Cycling Union. — [773, 382, 919, 399]
chopping-text: Novice Chop (competitors residing between Waiwe River and Aotea Road). First £1, second 10s. Entry fee 2s 6d. 15-inch Standing Chop (open). First £4, second 10s. Entry fee 5s. 12-inch Handicap Chop. First £4, second £1, third 10s. Entry fee 5s. — [12, 1371, 125, 1439]
club-subtitle: SECOND ANNUAL MEETING. — [788, 781, 904, 791]
club-venue: In James Malone's Paddock, — [18, 122, 119, 130]
article-text — [442, 44, 591, 514]
hb-logo — [995, 343, 1035, 381]
article-heading: TIMARU HANDICAPS. — [471, 1010, 562, 1021]
advert-text: The Chevrolet Car possesses all the necessary qualifications and ability to satisfy those who, although desiring to spend a limited amount of money for a car, wish to possess an automobile having sufficient power and all-round capabilities to do all that can be expected of any motor car. — [938, 805, 1096, 861]
end-of-season-banner — [919, 49, 1114, 181]
dealer-row — [938, 1118, 1096, 1136]
